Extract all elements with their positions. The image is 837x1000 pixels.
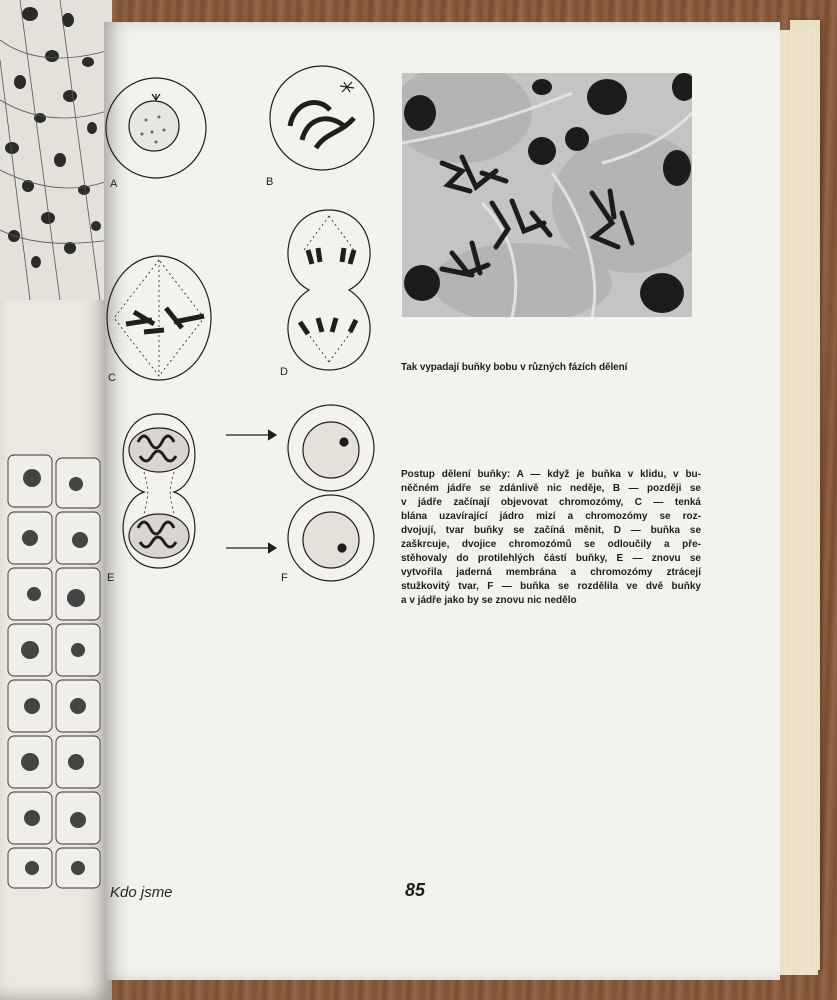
figure-label-e: E	[107, 572, 115, 584]
book-title-footer: Kdo jsme	[110, 884, 173, 901]
figure-label-d: D	[280, 366, 288, 378]
left-page-micrograph-illustrations	[0, 0, 115, 1000]
diagram-e-telophase	[123, 414, 195, 568]
process-caption-line: vytvořila jaderná membrána a chromozómy ztrácejí	[401, 567, 701, 578]
arrow-e-to-f-top	[226, 430, 276, 440]
diagram-a-resting-cell	[106, 78, 206, 178]
photo-caption: Tak vypadají buňky bobu v různých fázích dělení	[401, 362, 628, 373]
figure-label-f: F	[281, 572, 288, 584]
diagram-f-daughter-cells	[288, 405, 374, 581]
process-caption-line: něčném jádře se zdánlivě nic neděje, B — později se	[401, 483, 701, 494]
diagram-c-metaphase	[107, 256, 211, 380]
diagram-b-prophase	[270, 66, 374, 170]
figure-label-a: A	[110, 178, 118, 190]
process-caption-line: stěhovaly do protilehlých částí buňky, E — znovu se	[401, 553, 701, 564]
process-caption-line: dvojují, tvar buňky se začíná měnit, D — buňka se	[401, 525, 701, 536]
process-caption	[401, 468, 701, 608]
process-caption-line: v jádře začínají objevovat chromozómy, C — tenká	[401, 497, 701, 508]
page-number: 85	[405, 880, 426, 900]
process-caption-line: Postup dělení buňky: A — když je buňka v klidu, v bu-	[401, 469, 701, 480]
process-caption-line: zaškrcuje, dvojice chromozómů se odloučily a pře-	[401, 539, 701, 550]
micrograph-photo	[402, 73, 692, 317]
figure-label-b: B	[266, 176, 274, 188]
process-caption-line: a v jádře jako by se znovu nic nedělo	[401, 595, 577, 606]
diagram-d-anaphase	[288, 210, 370, 370]
arrow-e-to-f-bottom	[226, 543, 276, 553]
left-page	[0, 0, 115, 1000]
figure-label-c: C	[108, 372, 116, 384]
process-caption-line: blána uzavírající jádro mizí a chromozómy se roz-	[401, 511, 701, 522]
process-caption-line: stužkovitý tvar, F — buňka se rozdělila ve dvě buňky	[401, 581, 701, 592]
